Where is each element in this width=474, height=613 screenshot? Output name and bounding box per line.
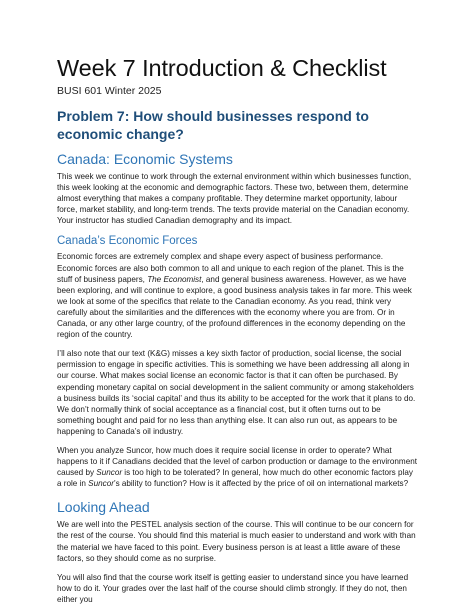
- text-run: , and general business awareness. However, as we have been exploring, and will continue to explore, a good business analysis takes in far more. This week we look at some of the specifics that relate to the Canadian economy. As you read, think very carefully about the similarities and the differences with the economy where you are from. Or in Canada, or any other large country, of the profound differences in the economy depending on the region of the country.: [57, 274, 412, 340]
- text-run: When you analyze Suncor, how much does it require social license in order to operate? What happens to it if Canadians decided that the level of carbon production or damage to the environment caused by: [57, 445, 417, 478]
- text-run: ’s ability to function? How is it affected by the price of oil on international markets?: [113, 479, 409, 489]
- company-name: Suncor: [96, 468, 123, 478]
- section-heading-economic-forces: Canada’s Economic Forces: [57, 235, 198, 248]
- course-subtitle: BUSI 601 Winter 2025: [57, 85, 162, 97]
- section-heading-looking-ahead: Looking Ahead: [57, 499, 150, 516]
- economic-forces-paragraph-1: [57, 251, 417, 340]
- economic-forces-paragraph-2: I’ll also note that our text (K&G) misses a key sixth factor of production, social license, the social permission to engage in specific activities. This is something we have been addressing all along in our course. What makes social license an economic factor is that it can often be purchased. By expending monetary capital on social development in the salient community or among stakeholders a business builds its ‘social capital’ and thus its ability to be accepted for the work that it plans to do. We don’t normally think of social acceptance as a financial cost, but it often turns out to be something bought and paid for no less than anything else. It can also run out, as appears to be happening to Canada’s oil industry.: [57, 349, 416, 436]
- problem-heading: Problem 7: How should businesses respond to economic change?: [57, 108, 369, 142]
- economic-systems-paragraph: This week we continue to work through the external environment within which businesses function, this week looking at the economic and demographic factors. These two, between them, determine almost everything that makes a company profitable. They determine market opportunity, labour force, market stability, and long-term trends. The texts provide material on the Canadian economy. Your instructor has studied Canadian demography and its impact.: [57, 172, 412, 226]
- text-run: is too high to be tolerated? In general, how much do other economic factors play a role in: [57, 468, 413, 489]
- looking-ahead-paragraph-2: You will also find that the course work itself is getting easier to understand since you have learned how to do it. Your grades over the last half of the course should climb strongly. If they do not, then either you: [57, 572, 409, 604]
- page-title: Week 7 Introduction & Checklist: [57, 55, 387, 81]
- company-name: Suncor: [88, 479, 114, 489]
- section-heading-economic-systems: Canada: Economic Systems: [57, 151, 233, 167]
- economic-forces-paragraph-3: [57, 445, 417, 489]
- publication-title: The Economist: [147, 274, 202, 284]
- looking-ahead-paragraph-1: We are well into the PESTEL analysis section of the course. This will continue to be our concern for the rest of the course. You should find this material is much easier to understand and work with than the material we have faced to this point. Every business person is at least a little aware of these factors, so they should come as no surprise.: [57, 520, 416, 563]
- text-run: Economic forces are extremely complex and shape every aspect of business performance. Economic forces are also both common to all and unique to each region of the planet. This is the stuff of business papers,: [57, 252, 404, 284]
